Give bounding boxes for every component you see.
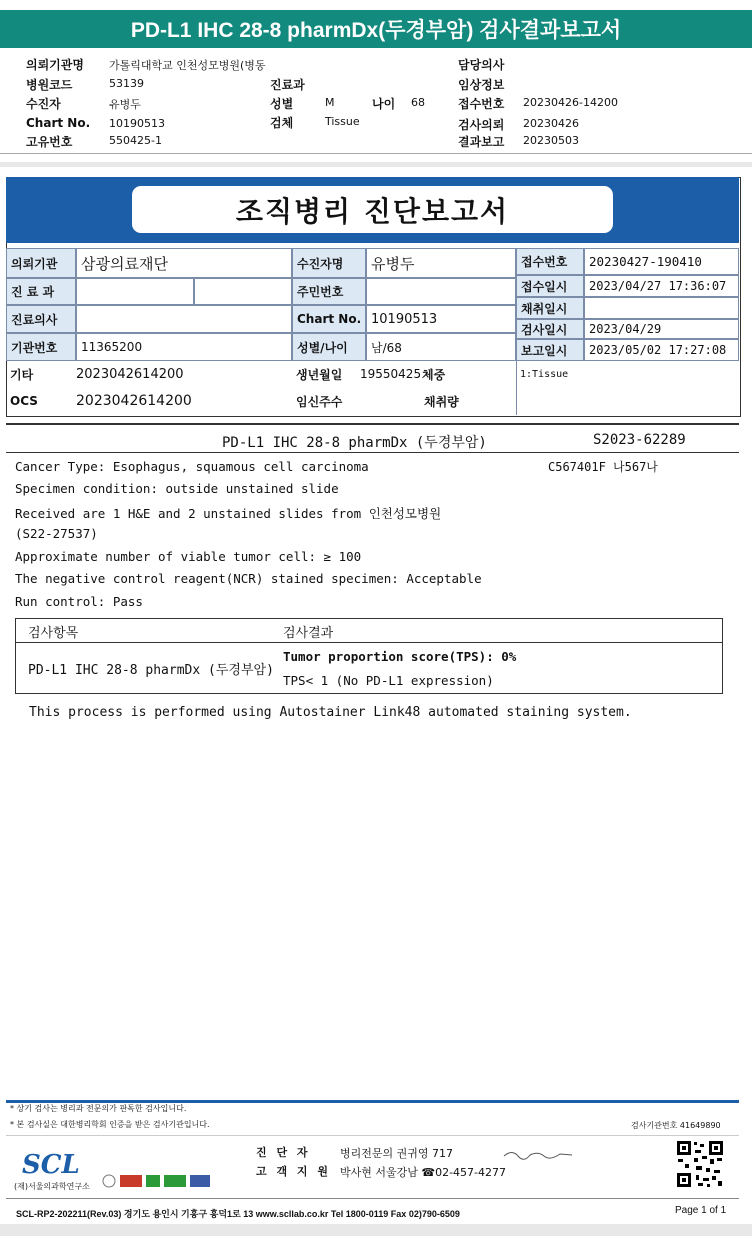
receipt-no-label-2: 접수번호: [516, 248, 584, 275]
report-title-bar: [0, 10, 752, 48]
result-line: Run control: Pass: [15, 594, 143, 609]
receipt-dt-value: 2023/04/27 17:36:07: [584, 275, 739, 297]
chart-no-label-2: Chart No.: [292, 305, 366, 333]
accreditation-logos-icon: [102, 1172, 214, 1190]
age-value: 68: [411, 96, 425, 109]
clinical-info-label: 임상정보: [458, 78, 505, 92]
age-label: 나이: [372, 97, 396, 111]
scl-logo: SCL: [22, 1150, 80, 1180]
collect-dt-label: 채취일시: [516, 297, 584, 319]
collect-dt-value: [584, 297, 739, 319]
chart-label: Chart No.: [26, 116, 91, 130]
footer-bottom-rule: [6, 1198, 739, 1199]
req-inst-value-2: 삼광의료재단: [76, 248, 292, 278]
amount-label: 채취량: [424, 394, 459, 409]
test-title: PD-L1 IHC 28-8 pharmDx (두경부암): [222, 435, 487, 451]
pathology-title: [132, 186, 613, 233]
table-result-2: TPS< 1 (No PD-L1 expression): [283, 673, 494, 688]
patient-label: 수진자: [26, 97, 61, 111]
specimen-value: Tissue: [325, 115, 360, 128]
req-inst-value: 가톨릭대학교 인천성모병원(병동: [109, 59, 266, 72]
sex-age-label: 성별/나이: [292, 333, 366, 361]
divider: [0, 153, 752, 154]
result-rule: [6, 452, 739, 453]
sex-value: M: [325, 96, 335, 109]
result-line: Cancer Type: Esophagus, squamous cell carcinoma: [15, 459, 369, 474]
hosp-code-label: 병원코드: [26, 78, 73, 92]
etc-value: 2023042614200: [76, 366, 184, 382]
sex-label: 성별: [270, 97, 294, 111]
contact-value: 박사현 서울강남 ☎02-457-4277: [340, 1166, 507, 1179]
result-line: (S22-27537): [15, 526, 98, 541]
exam-request-label: 검사의뢰: [458, 118, 505, 132]
result-report-label: 결과보고: [458, 135, 505, 149]
dept-value-2: [76, 278, 194, 305]
result-line: The negative control reagent(NCR) stained specimen: Acceptable: [15, 571, 482, 586]
inst-no-label: 기관번호: [6, 333, 76, 361]
weight-label: 체중: [422, 367, 446, 382]
resident-no-value: [366, 278, 516, 305]
receipt-no-value: 20230426-14200: [523, 96, 618, 109]
doctor-value-2: [76, 305, 292, 333]
birth-label: 생년월일: [296, 367, 343, 382]
ocs-value: 2023042614200: [76, 393, 192, 409]
inst-no-value: 11365200: [76, 333, 292, 361]
page-number: Page 1 of 1: [675, 1205, 727, 1216]
signature-icon: [500, 1147, 580, 1161]
table-item: PD-L1 IHC 28-8 pharmDx (두경부암): [28, 663, 274, 678]
process-note: This process is performed using Autostainer Link48 automated staining system.: [29, 705, 632, 720]
footer-note-2: * 본 검사실은 대한병리학회 인증을 받은 검사기관입니다.: [10, 1120, 210, 1129]
lab-number: 검사기관번호 41649890: [631, 1121, 721, 1130]
patient-name-label: 수진자명: [292, 248, 366, 278]
etc-label: 기타: [10, 367, 34, 382]
result-table-header-rule: [15, 642, 722, 643]
doctor-label: 담당의사: [458, 58, 505, 72]
footer-bottom-line: SCL-RP2-202211(Rev.03) 경기도 용인시 기흥구 흥덕1로 13 www.scllab.co.kr Tel 1800-0119 Fax 02)790-6509: [16, 1209, 460, 1219]
hosp-code-value: 53139: [109, 77, 144, 90]
dept-value-3: [194, 278, 292, 305]
req-inst-label: 의뢰기관명: [26, 58, 84, 72]
specimen-list: 1:Tissue: [520, 369, 569, 380]
report-dt-value: 2023/05/02 17:27:08: [584, 339, 739, 361]
bottom-gap: [0, 1224, 752, 1236]
result-report-value: 20230503: [523, 134, 579, 147]
receipt-no-value-2: 20230427-190410: [584, 248, 739, 275]
report-title: PD-L1 IHC 28-8 pharmDx(두경부암) 검사결과보고서: [130, 19, 622, 42]
accreditation-logos: [102, 1172, 214, 1190]
contact-label: 고 객 지 원: [256, 1165, 331, 1178]
qr-code-icon: [676, 1140, 724, 1188]
exam-dt-value: 2023/04/29: [584, 319, 739, 339]
table-header-item: 검사항목: [28, 626, 79, 641]
result-line: Specimen condition: outside unstained slide: [15, 481, 339, 496]
chart-no-value-2: 10190513: [366, 305, 516, 333]
pathology-title-text: 조직병리 진단보고서: [235, 194, 510, 228]
sex-age-value: 남/68: [366, 333, 516, 361]
exam-dt-label: 검사일시: [516, 319, 584, 339]
req-inst-label-2: 의뢰기관: [6, 248, 76, 278]
resident-no-label: 주민번호: [292, 278, 366, 305]
scl-name: (재)서울의과학연구소: [14, 1182, 90, 1191]
doctor-label-2: 진료의사: [6, 305, 76, 333]
result-line: Received are 1 H&E and 2 unstained slides from 인천성모병원: [15, 506, 442, 521]
case-no: S2023-62289: [593, 432, 686, 448]
patient-name-value: 유병두: [366, 248, 516, 278]
dept-label: 진료과: [270, 78, 305, 92]
ocs-label: OCS: [10, 394, 38, 408]
report-dt-label: 보고일시: [516, 339, 584, 361]
receipt-no-label: 접수번호: [458, 97, 505, 111]
footer-thin-rule: [6, 1135, 739, 1136]
unique-no-label: 고유번호: [26, 135, 73, 149]
ref-code: C567401F 나567나: [548, 460, 658, 474]
footer-note-1: * 상기 검사는 병리과 전문의가 판독한 검사입니다.: [10, 1104, 187, 1113]
right-divider: [516, 361, 517, 415]
page-gap: [0, 162, 752, 167]
result-line: Approximate number of viable tumor cell: ≥ 100: [15, 549, 362, 564]
chart-value: 10190513: [109, 117, 165, 130]
diagnosis-label: 진 단 자: [256, 1146, 311, 1159]
table-result-1: Tumor proportion score(TPS): 0%: [283, 649, 517, 664]
result-top-rule: [6, 423, 739, 425]
signature: [500, 1146, 580, 1160]
receipt-dt-label: 접수일시: [516, 275, 584, 297]
exam-request-value: 20230426: [523, 117, 579, 130]
unique-no-value: 550425-1: [109, 134, 162, 147]
patient-value: 유병두: [109, 98, 141, 111]
diagnosis-value: 병리전문의 권귀영 717: [340, 1147, 453, 1160]
specimen-label: 검체: [270, 116, 294, 130]
table-header-result: 검사결과: [283, 626, 334, 641]
pregnancy-label: 임신주수: [296, 394, 343, 409]
birth-value: 19550425: [360, 367, 422, 381]
dept-label-2: 진 료 과: [6, 278, 76, 305]
